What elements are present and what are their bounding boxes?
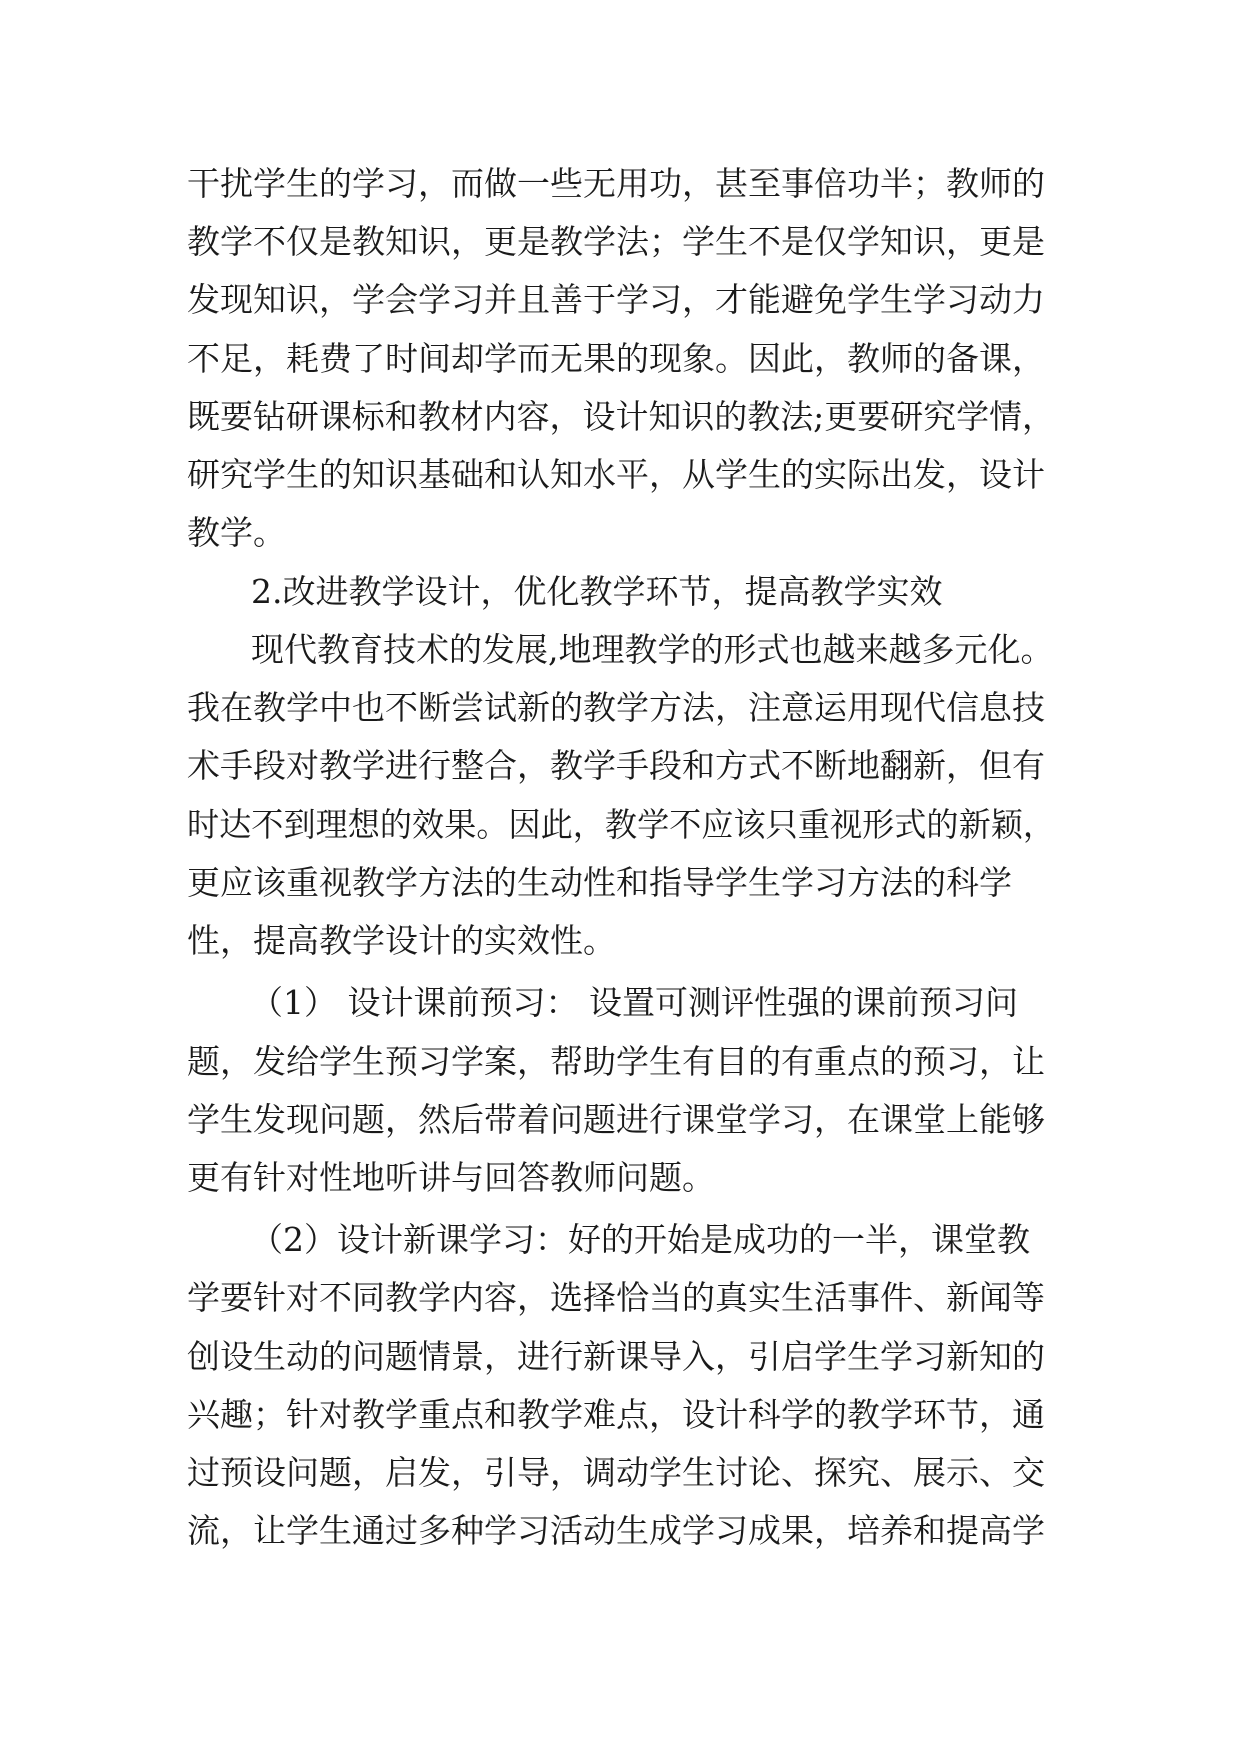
text-line: 学生发现问题，然后带着问题进行课堂学习，在课堂上能够 xyxy=(187,1100,1045,1139)
text-line: （2）设计新课学习：好的开始是成功的一半，课堂教 xyxy=(250,1220,1030,1259)
text-line: 术手段对教学进行整合，教学手段和方式不断地翻新，但有 xyxy=(187,746,1045,785)
text-line: 性，提高教学设计的实效性。 xyxy=(187,921,616,960)
text-line: 更有针对性地听讲与回答教师问题。 xyxy=(187,1158,715,1197)
text-line: 干扰学生的学习，而做一些无用功，甚至事倍功半；教师的 xyxy=(187,164,1045,203)
text-line: 研究学生的知识基础和认知水平，从学生的实际出发，设计 xyxy=(187,455,1045,494)
text-line: 题，发给学生预习学案，帮助学生有目的有重点的预习，让 xyxy=(187,1042,1045,1081)
text-line: 时达不到理想的效果。因此，教学不应该只重视形式的新颖， xyxy=(187,805,1056,844)
text-line: 既要钻研课标和教材内容，设计知识的教法;更要研究学情， xyxy=(187,397,1055,436)
text-line: 创设生动的问题情景，进行新课导入，引启学生学习新知的 xyxy=(187,1337,1045,1376)
section-heading: 2.改进教学设计，优化教学环节，提高教学实效 xyxy=(251,572,943,611)
text-line: 学要针对不同教学内容，选择恰当的真实生活事件、新闻等 xyxy=(187,1278,1045,1317)
text-line: （1） 设计课前预习： 设置可测评性强的课前预习问 xyxy=(250,983,1018,1022)
text-line: 教学。 xyxy=(187,513,286,552)
text-line: 发现知识，学会学习并且善于学习，才能避免学生学习动力 xyxy=(187,280,1045,319)
text-line: 兴趣；针对教学重点和教学难点，设计科学的教学环节，通 xyxy=(187,1395,1045,1434)
text-line: 过预设问题，启发，引导，调动学生讨论、探究、展示、交 xyxy=(187,1453,1045,1492)
text-line: 不足，耗费了时间却学而无果的现象。因此，教师的备课， xyxy=(187,339,1045,378)
text-line: 我在教学中也不断尝试新的教学方法，注意运用现代信息技 xyxy=(187,688,1045,727)
text-line: 现代教育技术的发展,地理教学的形式也越来越多元化。 xyxy=(251,630,1054,669)
text-line: 流，让学生通过多种学习活动生成学习成果，培养和提高学 xyxy=(187,1511,1045,1550)
text-line: 教学不仅是教知识，更是教学法；学生不是仅学知识，更是 xyxy=(187,222,1045,261)
text-line: 更应该重视教学方法的生动性和指导学生学习方法的科学 xyxy=(187,863,1012,902)
